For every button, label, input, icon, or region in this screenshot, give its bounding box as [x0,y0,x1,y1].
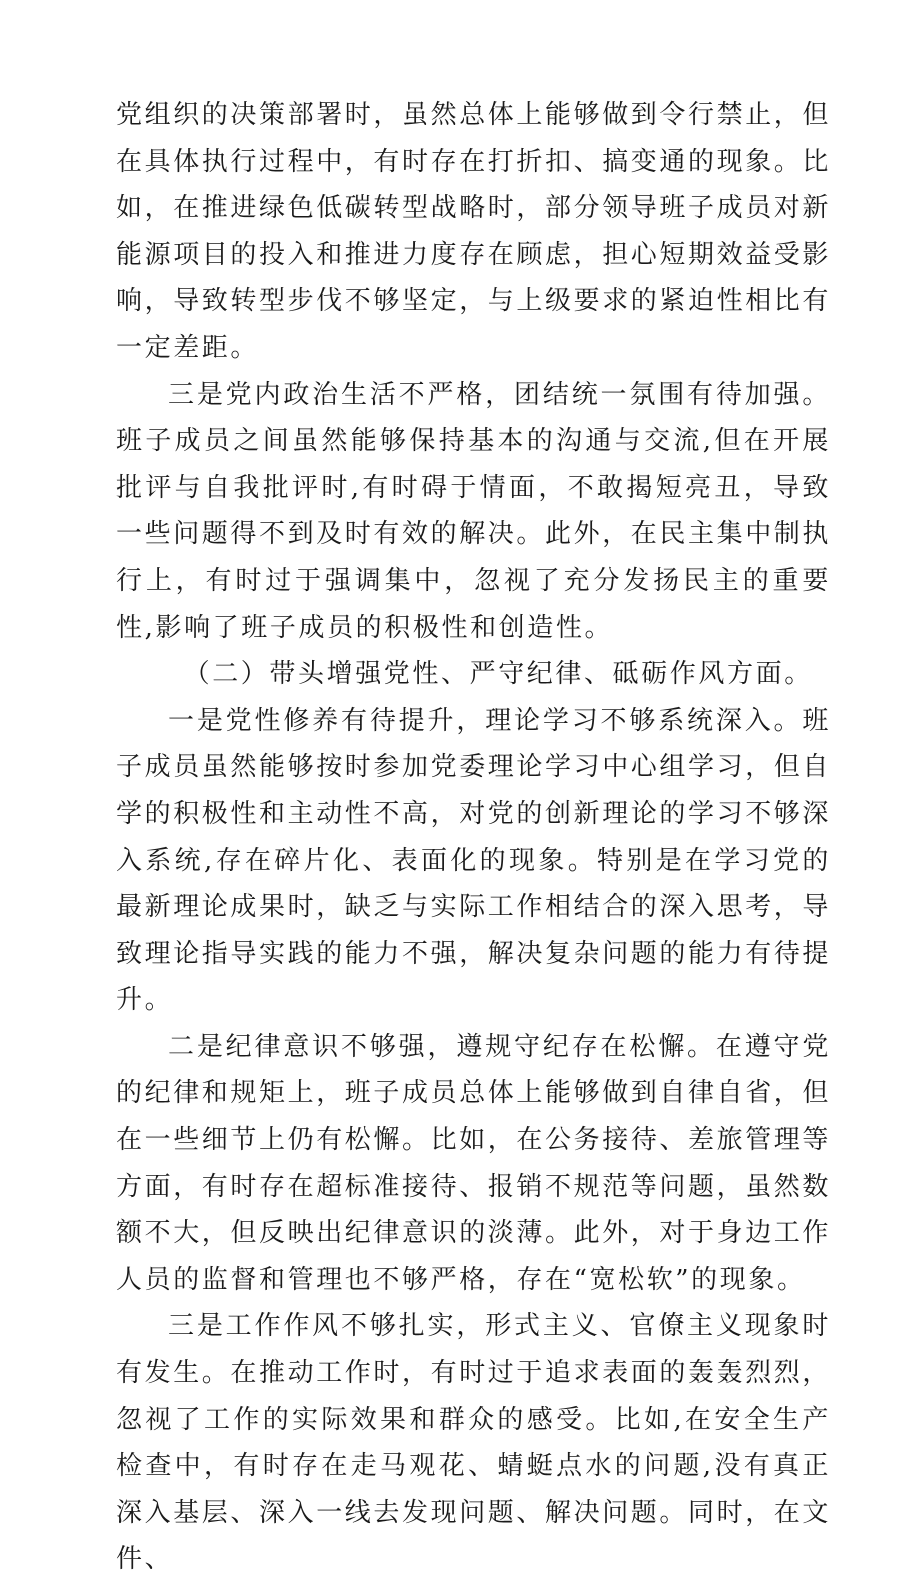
document-page [116,92,831,1583]
paragraph-political-life: 三是党内政治生活不严格，团结统一氛围有待加强。班子成员之间虽然能够保持基本的沟通与交流,但在开展批评与自我批评时,有时碍于情面，不敢揭短亮丑，导致一些问题得不到及时有效的解决。此外，在民主集中制执行上，有时过于强调集中，忽视了充分发扬民主的重要性,影响了班子成员的积极性和创造性。 [116,379,832,643]
section-heading: （二）带头增强党性、严守纪律、砥砺作风方面。 [183,659,813,690]
paragraph-discipline: 二是纪律意识不够强，遵规守纪存在松懈。在遵守党的纪律和规矩上，班子成员总体上能够做到自律自省，但在一些细节上仍有松懈。比如，在公务接待、差旅管理等方面，有时存在超标准接待、报销不规范等问题，虽然数额不大，但反映出纪律意识的淡薄。此外，对于身边工作人员的监督和管理也不够严格，存在“宽松软”的现象。 [116,1031,832,1295]
paragraph-party-spirit: 一是党性修养有待提升，理论学习不够系统深入。班子成员虽然能够按时参加党委理论学习中心组学习，但自学的积极性和主动性不高，对党的创新理论的学习不够深入系统,存在碎片化、表面化的现象。特别是在学习党的最新理论成果时，缺乏与实际工作相结合的深入思考，导致理论指导实践的能力不强，解决复杂问题的能力有待提升。 [116,705,832,1016]
paragraph-work-style: 三是工作作风不够扎实，形式主义、官僚主义现象时有发生。在推动工作时，有时过于追求表面的轰轰烈烈，忽视了工作的实际效果和群众的感受。比如,在安全生产检查中，有时存在走马观花、蜻蜓点水的问题,没有真正深入基层、深入一线去发现问题、解决问题。同时，在文件、 [116,1311,832,1575]
paragraph-continuation: 党组织的决策部署时，虽然总体上能够做到令行禁止，但在具体执行过程中，有时存在打折扣、搞变通的现象。比如，在推进绿色低碳转型战略时，部分领导班子成员对新能源项目的投入和推进力度存在顾虑，担心短期效益受影响，导致转型步伐不够坚定，与上级要求的紧迫性相比有一定差距。 [116,100,832,363]
